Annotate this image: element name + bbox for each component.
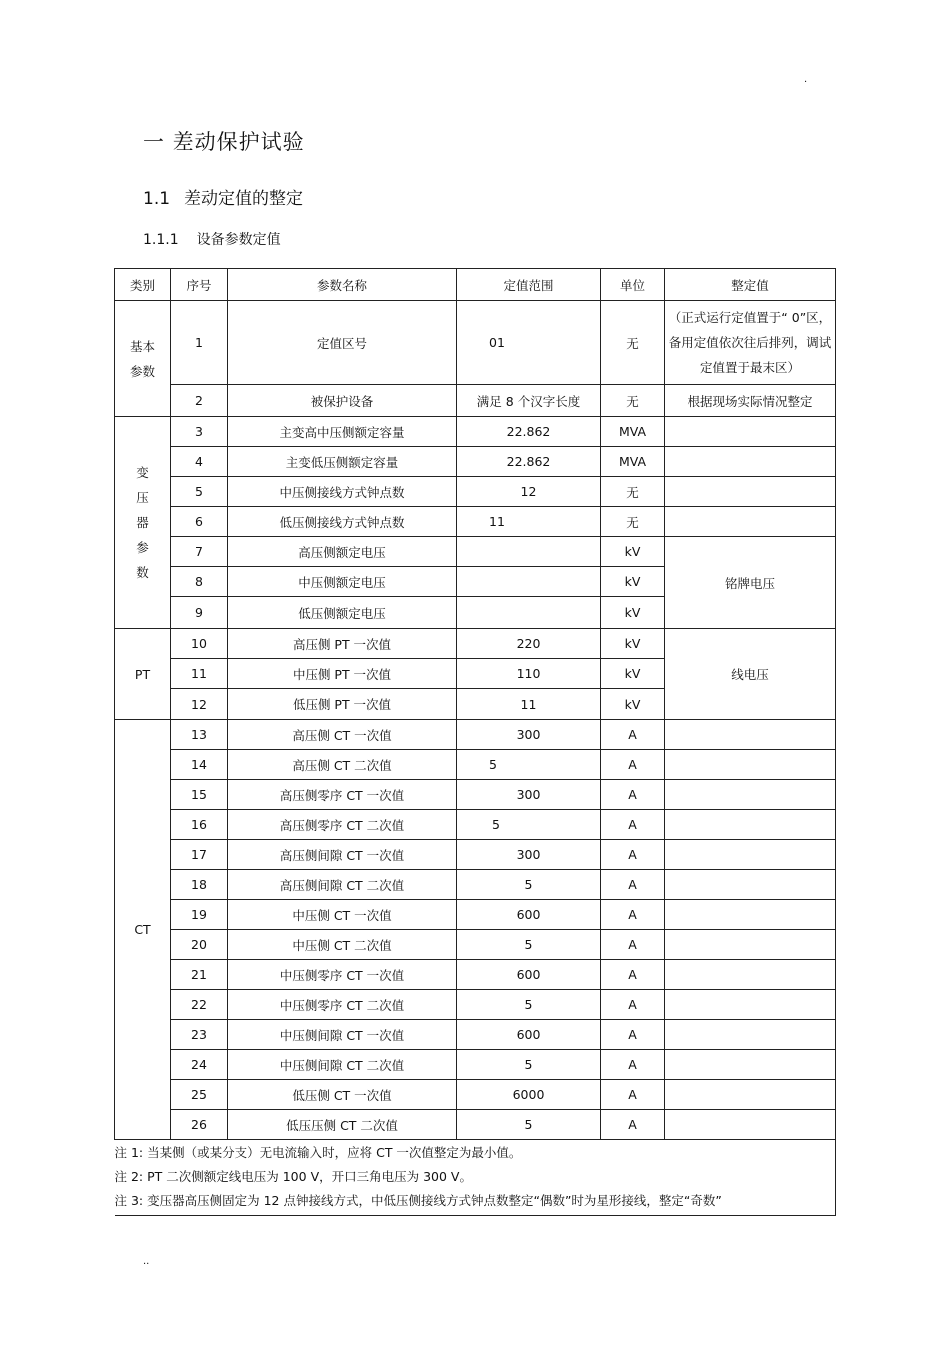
cell-param-name: 定值区号 <box>228 301 457 385</box>
cell-unit: A <box>601 1050 665 1080</box>
cell-index: 17 <box>171 840 228 870</box>
table-row <box>115 810 836 840</box>
cell-index: 25 <box>171 1080 228 1110</box>
cell-unit: A <box>601 1020 665 1050</box>
table-row <box>115 960 836 990</box>
cell-param-name: 中压侧额定电压 <box>228 567 457 597</box>
cell-index: 18 <box>171 870 228 900</box>
cell-param-name: 高压侧间隙 CT 二次值 <box>228 870 457 900</box>
cell-setting: 根据现场实际情况整定 <box>665 385 836 417</box>
table-row <box>115 780 836 810</box>
cell-range: 300 <box>457 840 601 870</box>
cell-unit: kV <box>601 597 665 629</box>
cell-param-name: 低压压侧 CT 二次值 <box>228 1110 457 1140</box>
cell-unit: A <box>601 1110 665 1140</box>
header-setting: 整定值 <box>665 269 836 301</box>
cell-setting: （正式运行定值置于“ 0”区，备用定值依次往后排列，调试定值置于最末区） <box>665 301 836 385</box>
cell-param-name: 中压侧零序 CT 二次值 <box>228 990 457 1020</box>
cell-setting <box>665 840 836 870</box>
cell-param-name: 中压侧间隙 CT 一次值 <box>228 1020 457 1050</box>
cell-unit: 无 <box>601 301 665 385</box>
cell-index: 26 <box>171 1110 228 1140</box>
cell-param-name: 高压侧额定电压 <box>228 537 457 567</box>
table-row <box>115 1020 836 1050</box>
cell-param-name: 高压侧零序 CT 一次值 <box>228 780 457 810</box>
cell-param-name: 被保护设备 <box>228 385 457 417</box>
note-1: 注 1: 当某侧（或某分支）无电流输入时，应将 CT 一次值整定为最小值。 <box>114 1145 522 1160</box>
cell-index: 7 <box>171 537 228 567</box>
group-ct: CT <box>115 720 171 1140</box>
table-row <box>115 840 836 870</box>
notes-row <box>115 1140 836 1216</box>
cell-range: 5 <box>457 750 601 780</box>
cell-range: 12 <box>457 477 601 507</box>
group-basic-line2: 参数 <box>129 363 155 379</box>
table-row <box>115 385 836 417</box>
table-row <box>115 750 836 780</box>
note-3: 注 3: 变压器高压侧固定为 12 点钟接线方式，中低压侧接线方式钟点数整定“偶数”时为星形接线，整定“奇数” <box>114 1193 722 1208</box>
cell-range: 220 <box>457 629 601 659</box>
header-range: 定值范围 <box>457 269 601 301</box>
cell-param-name: 中压侧零序 CT 一次值 <box>228 960 457 990</box>
cell-param-name: 低压侧 PT 一次值 <box>228 689 457 720</box>
cell-range <box>457 567 601 597</box>
cell-setting <box>665 1080 836 1110</box>
cell-param-name: 高压侧 PT 一次值 <box>228 629 457 659</box>
cell-index: 13 <box>171 720 228 750</box>
section-heading-2 <box>143 184 303 209</box>
cell-index: 1 <box>171 301 228 385</box>
table-row <box>115 301 836 385</box>
table-row <box>115 1080 836 1110</box>
cell-param-name: 高压侧间隙 CT 一次值 <box>228 840 457 870</box>
header-index: 序号 <box>171 269 228 301</box>
cell-index: 2 <box>171 385 228 417</box>
cell-unit: kV <box>601 659 665 689</box>
table-header-row <box>115 269 836 301</box>
cell-index: 12 <box>171 689 228 720</box>
bottom-mark: .. <box>143 1256 150 1267</box>
cell-param-name: 中压侧间隙 CT 二次值 <box>228 1050 457 1080</box>
cell-unit: kV <box>601 567 665 597</box>
cell-range: 600 <box>457 960 601 990</box>
cell-range: 01 <box>457 301 601 385</box>
group-basic-line1: 基本 <box>129 338 155 354</box>
cell-unit: A <box>601 840 665 870</box>
cell-range: 22.862 <box>457 447 601 477</box>
cell-range: 5 <box>457 1110 601 1140</box>
heading-3-text: 设备参数定值 <box>196 232 281 248</box>
cell-range: 11 <box>457 689 601 720</box>
table-row <box>115 537 836 567</box>
cell-range: 600 <box>457 900 601 930</box>
cell-unit: kV <box>601 629 665 659</box>
cell-range <box>457 537 601 567</box>
cell-param-name: 高压侧 CT 一次值 <box>228 720 457 750</box>
cell-range <box>457 597 601 629</box>
table-row <box>115 900 836 930</box>
cell-range: 5 <box>457 1050 601 1080</box>
cell-setting <box>665 1110 836 1140</box>
heading-2-text: 差动定值的整定 <box>184 189 304 209</box>
cell-param-name: 中压侧接线方式钟点数 <box>228 477 457 507</box>
cell-unit: 无 <box>601 477 665 507</box>
table-row <box>115 507 836 537</box>
cell-setting <box>665 960 836 990</box>
table-row <box>115 930 836 960</box>
cell-index: 11 <box>171 659 228 689</box>
cell-unit: A <box>601 960 665 990</box>
cell-param-name: 低压侧接线方式钟点数 <box>228 507 457 537</box>
cell-range: 11 <box>457 507 601 537</box>
cell-range: 110 <box>457 659 601 689</box>
cell-param-name: 主变低压侧额定容量 <box>228 447 457 477</box>
header-param-name: 参数名称 <box>228 269 457 301</box>
cell-index: 15 <box>171 780 228 810</box>
table-row <box>115 417 836 447</box>
cell-setting <box>665 930 836 960</box>
cell-param-name: 高压侧 CT 二次值 <box>228 750 457 780</box>
cell-unit: kV <box>601 537 665 567</box>
cell-range: 22.862 <box>457 417 601 447</box>
cell-index: 5 <box>171 477 228 507</box>
cell-unit: A <box>601 990 665 1020</box>
cell-param-name: 高压侧零序 CT 二次值 <box>228 810 457 840</box>
notes-cell <box>115 1140 836 1216</box>
cell-setting <box>665 447 836 477</box>
cell-index: 14 <box>171 750 228 780</box>
section-heading-1: 一 差动保护试验 <box>143 130 305 154</box>
cell-unit: A <box>601 1080 665 1110</box>
cell-param-name: 中压侧 CT 一次值 <box>228 900 457 930</box>
cell-range: 6000 <box>457 1080 601 1110</box>
cell-unit: MVA <box>601 447 665 477</box>
section-heading-3 <box>143 229 281 249</box>
cell-setting <box>665 780 836 810</box>
cell-setting <box>665 990 836 1020</box>
cell-unit: A <box>601 900 665 930</box>
group-transformer-char: 变 <box>136 465 149 480</box>
cell-range: 5 <box>457 810 601 840</box>
cell-param-name: 中压侧 CT 二次值 <box>228 930 457 960</box>
cell-param-name: 低压侧额定电压 <box>228 597 457 629</box>
cell-setting <box>665 870 836 900</box>
cell-setting <box>665 507 836 537</box>
table-row <box>115 447 836 477</box>
cell-param-name: 主变高中压侧额定容量 <box>228 417 457 447</box>
cell-index: 9 <box>171 597 228 629</box>
cell-setting <box>665 1020 836 1050</box>
header-category: 类别 <box>115 269 171 301</box>
cell-unit: A <box>601 930 665 960</box>
note-2: 注 2: PT 二次侧额定线电压为 100 V，开口三角电压为 300 V。 <box>114 1169 472 1184</box>
cell-unit: A <box>601 780 665 810</box>
cell-setting <box>665 900 836 930</box>
cell-range: 600 <box>457 1020 601 1050</box>
cell-setting <box>665 477 836 507</box>
cell-index: 23 <box>171 1020 228 1050</box>
cell-unit: 无 <box>601 385 665 417</box>
corner-mark: . <box>804 74 808 85</box>
table-row <box>115 990 836 1020</box>
cell-setting <box>665 720 836 750</box>
group-transformer-char: 数 <box>136 565 149 580</box>
cell-index: 10 <box>171 629 228 659</box>
cell-index: 4 <box>171 447 228 477</box>
table-row <box>115 870 836 900</box>
group-transformer-char: 器 <box>136 515 149 530</box>
cell-param-name: 低压侧 CT 一次值 <box>228 1080 457 1110</box>
cell-setting-merged: 铭牌电压 <box>665 537 836 629</box>
cell-index: 22 <box>171 990 228 1020</box>
cell-index: 16 <box>171 810 228 840</box>
table-row <box>115 629 836 659</box>
table-row <box>115 1050 836 1080</box>
cell-index: 8 <box>171 567 228 597</box>
heading-2-number: 1.1 <box>143 189 171 209</box>
cell-range: 5 <box>457 870 601 900</box>
cell-range: 5 <box>457 990 601 1020</box>
cell-setting-merged: 线电压 <box>665 629 836 720</box>
table-row <box>115 720 836 750</box>
group-pt: PT <box>115 629 171 720</box>
cell-unit: A <box>601 720 665 750</box>
cell-unit: A <box>601 750 665 780</box>
group-transformer-char: 参 <box>136 540 149 555</box>
table-row <box>115 1110 836 1140</box>
cell-setting <box>665 1050 836 1080</box>
cell-index: 19 <box>171 900 228 930</box>
table-row <box>115 477 836 507</box>
cell-param-name: 中压侧 PT 一次值 <box>228 659 457 689</box>
cell-index: 3 <box>171 417 228 447</box>
cell-index: 20 <box>171 930 228 960</box>
header-unit: 单位 <box>601 269 665 301</box>
cell-index: 21 <box>171 960 228 990</box>
cell-index: 6 <box>171 507 228 537</box>
parameter-table <box>114 268 836 1216</box>
cell-setting <box>665 750 836 780</box>
cell-setting <box>665 810 836 840</box>
cell-range: 300 <box>457 720 601 750</box>
cell-range: 满足 8 个汉字长度 <box>457 385 601 417</box>
cell-unit: MVA <box>601 417 665 447</box>
cell-index: 24 <box>171 1050 228 1080</box>
cell-range: 300 <box>457 780 601 810</box>
cell-unit: 无 <box>601 507 665 537</box>
cell-unit: kV <box>601 689 665 720</box>
cell-unit: A <box>601 870 665 900</box>
cell-setting <box>665 417 836 447</box>
group-basic <box>115 301 171 417</box>
cell-unit: A <box>601 810 665 840</box>
cell-range: 5 <box>457 930 601 960</box>
group-transformer <box>115 417 171 629</box>
group-transformer-char: 压 <box>136 490 149 505</box>
heading-3-number: 1.1.1 <box>143 232 179 248</box>
